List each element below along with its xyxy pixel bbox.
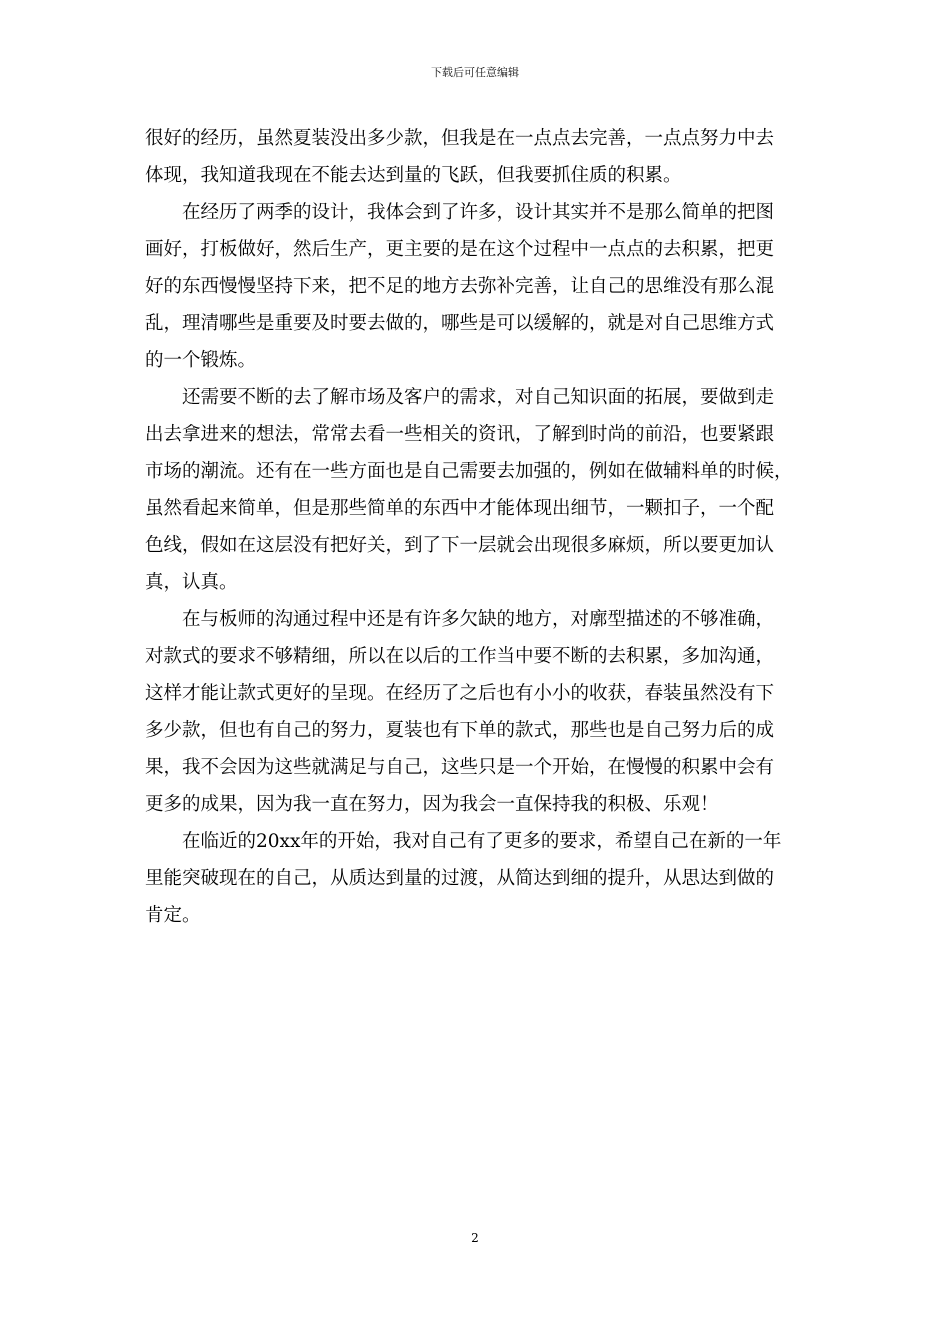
text-line: 很好的经历，虽然夏装没出多少款，但我是在一点点去完善，一点点努力中去 — [145, 128, 775, 149]
text-line: 里能突破现在的自己，从质达到量的过渡，从简达到细的提升，从思达到做的 — [145, 868, 775, 889]
text-line: 肯定。 — [145, 905, 201, 926]
text-line: 还需要不断的去了解市场及客户的需求，对自己知识面的拓展，要做到走 — [182, 387, 775, 408]
text-line: 好的东西慢慢坚持下来，把不足的地方去弥补完善，让自己的思维没有那么混 — [145, 276, 775, 297]
text-line: 市场的潮流。还有在一些方面也是自己需要去加强的，例如在做辅料单的时候， — [145, 461, 793, 482]
text-line: 果，我不会因为这些就满足与自己，这些只是一个开始，在慢慢的积累中会有 — [145, 757, 775, 778]
text-line: 更多的成果，因为我一直在努力，因为我会一直保持我的积极、乐观！ — [145, 794, 719, 815]
text-line: 真，认真。 — [145, 572, 238, 593]
paragraph-3 — [145, 379, 809, 601]
page-number: 2 — [471, 1231, 479, 1245]
text-line: 体现，我知道我现在不能去达到量的飞跃，但我要抓住质的积累。 — [145, 165, 682, 186]
paragraph-5 — [145, 823, 809, 934]
text-line: 出去拿进来的想法，常常去看一些相关的资讯，了解到时尚的前沿，也要紧跟 — [145, 424, 775, 445]
paragraph-1 — [145, 120, 809, 194]
text-line: 画好，打板做好，然后生产，更主要的是在这个过程中一点点的去积累，把更 — [145, 239, 775, 260]
text-line: 在临近的20xx年的开始，我对自己有了更多的要求，希望自己在新的一年 — [182, 831, 782, 852]
text-line: 对款式的要求不够精细，所以在以后的工作当中要不断的去积累，多加沟通， — [145, 646, 775, 667]
text-line: 在与板师的沟通过程中还是有许多欠缺的地方，对廓型描述的不够准确， — [182, 609, 775, 630]
document-body — [145, 120, 809, 934]
paragraph-4 — [145, 601, 809, 823]
text-line: 色线，假如在这层没有把好关，到了下一层就会出现很多麻烦，所以要更加认 — [145, 535, 775, 556]
text-line: 在经历了两季的设计，我体会到了许多，设计其实并不是那么简单的把图 — [182, 202, 775, 223]
paragraph-2 — [145, 194, 809, 379]
page-header: 下载后可任意编辑 — [431, 66, 519, 79]
text-line: 的一个锻炼。 — [145, 350, 257, 371]
text-line: 多少款，但也有自己的努力，夏装也有下单的款式，那些也是自己努力后的成 — [145, 720, 775, 741]
text-line: 这样才能让款式更好的呈现。在经历了之后也有小小的收获，春装虽然没有下 — [145, 683, 775, 704]
text-line: 虽然看起来简单，但是那些简单的东西中才能体现出细节，一颗扣子，一个配 — [145, 498, 775, 519]
text-line: 乱，理清哪些是重要及时要去做的，哪些是可以缓解的，就是对自己思维方式 — [145, 313, 775, 334]
